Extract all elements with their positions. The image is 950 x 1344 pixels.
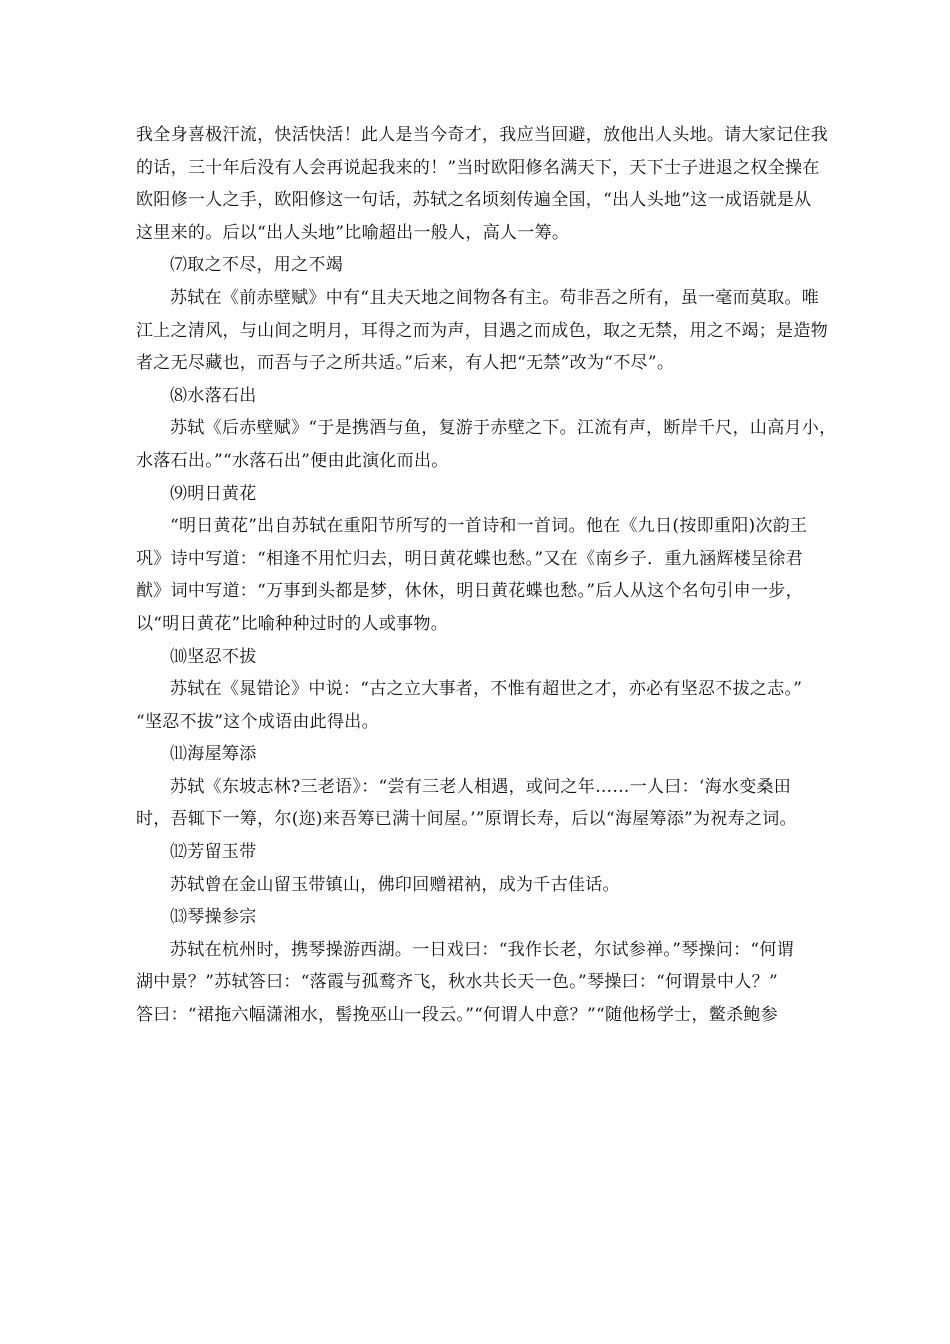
text-line: 这里来的。后以“出人头地”比喻超出一般人，高人一筹。 [136,222,570,243]
section-heading: ⑺取之不尽，用之不竭 [170,255,343,276]
text-line: 苏轼曾在金山留玉带镇山，佛印回赠裙衲，成为千古佳话。 [170,874,620,895]
text-line: 者之无尽藏也，而吾与子之所共适。”后来，有人把“无禁”改为“不尽”。 [136,353,675,374]
text-line: 江上之清风，与山间之明月，耳得之而为声，目遇之而成色，取之无禁，用之不竭；是造物 [136,320,828,341]
text-line: 巩》诗中写道：“相逢不用忙归去，明日黄花蝶也愁。”又在《南乡子．重九涵辉楼呈徐君 [136,548,803,569]
section-heading: ⑼明日黄花 [170,483,257,504]
text-line: 答曰：“裙拖六幅潇湘水，髻挽巫山一段云。”“何谓人中意？”“随他杨学士，鳖杀鲍参 [136,1005,778,1026]
text-line: 苏轼《后赤壁赋》“于是携酒与鱼，复游于赤壁之下。江流有声，断岸千尺，山高月小， [170,418,837,439]
section-heading: ⑿芳留玉带 [170,842,257,863]
section-heading: ⑽坚忍不拔 [170,646,257,667]
text-line: 猷》词中写道：“万事到头都是梦，休休，明日黄花蝶也愁。”后人从这个名句引申一步， [136,581,803,602]
section-heading: ⒀琴操参宗 [170,907,257,928]
text-line: 欧阳修一人之手，欧阳修这一句话，苏轼之名顷刻传遍全国，“出人头地”这一成语就是从 [136,190,812,211]
text-line: 苏轼《东坡志林?三老语》：“尝有三老人相遇，或问之年……一人曰：‘海水变桑田 [170,776,792,797]
text-line: 时，吾辄下一筹，尔(迩)来吾筹已满十间屋。’”原谓长寿，后以“海屋筹添”为祝寿之词。 [136,809,797,830]
section-heading: ⑻水落石出 [170,385,257,406]
text-line: 苏轼在《前赤壁赋》中有“且夫天地之间物各有主。苟非吾之所有，虽一毫而莫取。唯 [170,287,820,308]
text-line: 苏轼在杭州时，携琴操游西湖。一日戏曰：“我作长老，尔试参禅。”琴操问：“何谓 [170,939,794,960]
section-heading: ⑾海屋筹添 [170,744,257,765]
text-line: 我全身喜极汗流，快活快活！此人是当今奇才，我应当回避，放他出人头地。请大家记住我 [136,125,828,145]
text-line: 以“明日黄花”比喻种种过时的人或事物。 [136,613,449,634]
text-line: “坚忍不拔”这个成语由此得出。 [136,711,379,732]
text-line: 湖中景？”苏轼答曰：“落霞与孤鹜齐飞，秋水共长天一色。”琴操曰：“何谓景中人？” [136,972,778,993]
text-line: “明日黄花”出自苏轼在重阳节所写的一首诗和一首词。他在《九日(按即重阳)次韵王 [170,516,808,537]
text-line: 水落石出。”“水落石出”便由此演化而出。 [136,450,449,471]
text-line: 苏轼在《晁错论》中说：“古之立大事者，不惟有超世之才，亦必有坚忍不拔之志。” [170,679,803,700]
text-line: 的话，三十年后没有人会再说起我来的！”当时欧阳修名满天下，天下士子进退之权全操在 [136,157,820,178]
document-body [136,119,837,1032]
